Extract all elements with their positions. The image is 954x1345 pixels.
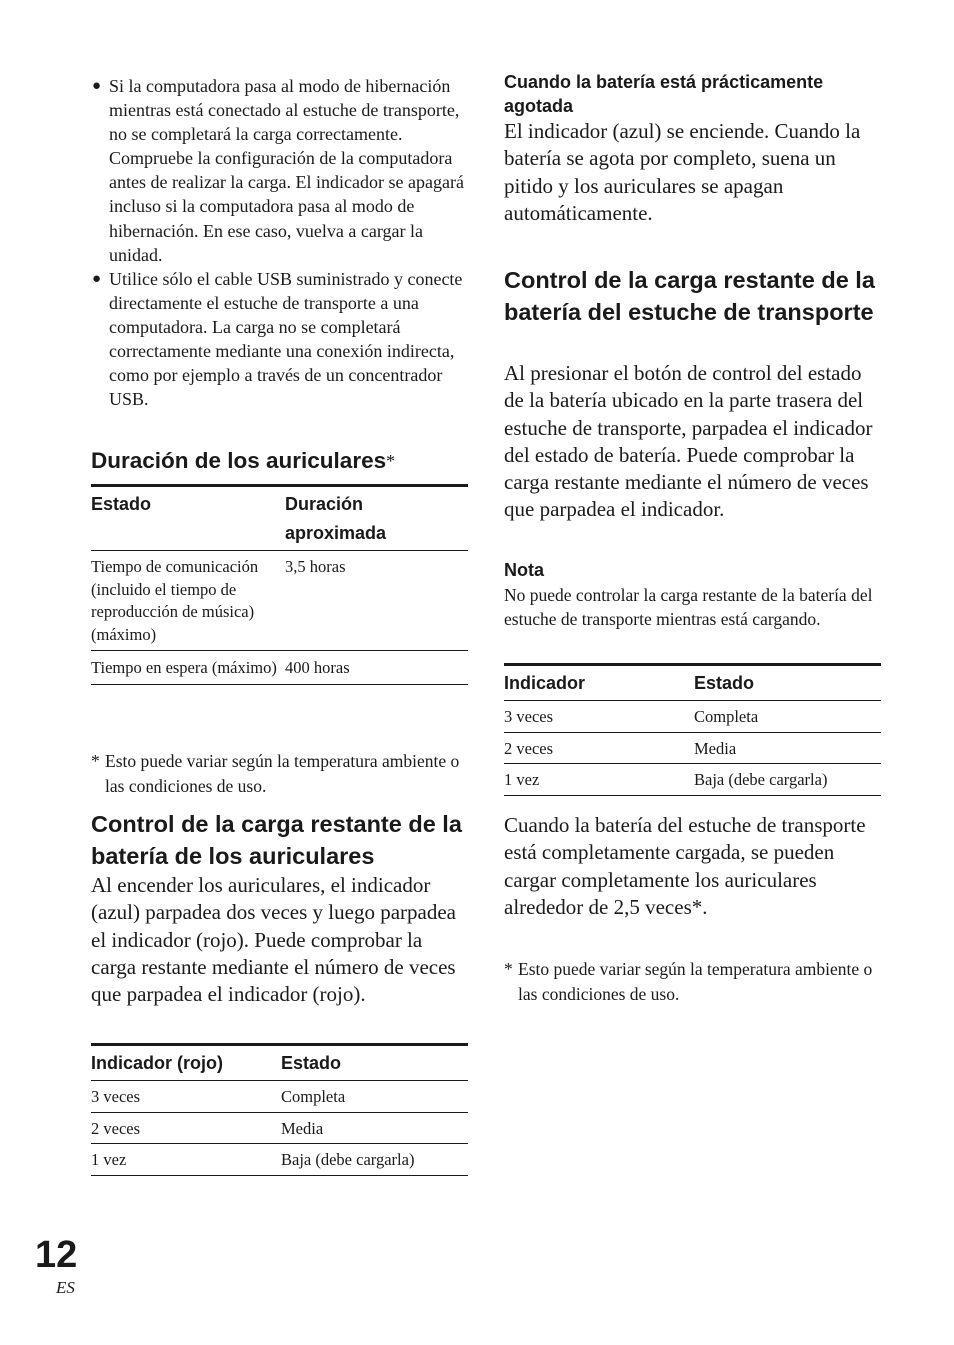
bullet-icon: ● xyxy=(92,78,102,94)
table-cell: 2 veces xyxy=(91,1112,281,1144)
headphones-body: Al encender los auriculares, el indicador (azul) parpadea dos veces y luego parpadea el indicador (rojo). Puede comprobar la carga restante mediante el número de veces que parpadea el indicador (rojo). xyxy=(91,873,456,1007)
bullet-icon: ● xyxy=(92,270,102,287)
table-cell: Baja (debe cargarla) xyxy=(694,764,881,796)
table-header-row xyxy=(91,486,468,551)
low-battery-heading: Cuando la batería está prácticamente agotada xyxy=(504,72,824,116)
bullet-list xyxy=(91,74,468,411)
table-header-row xyxy=(504,665,881,701)
duration-table xyxy=(91,484,468,685)
note-heading: Nota xyxy=(504,560,544,580)
table-row xyxy=(504,764,881,796)
language-code: ES xyxy=(56,1278,75,1297)
table-row xyxy=(91,1112,468,1144)
duration-footnote xyxy=(91,749,468,798)
table-cell: 400 horas xyxy=(285,651,468,685)
table-cell: 1 vez xyxy=(504,764,694,796)
case-body: Al presionar el botón de control del estado de la batería ubicado en la parte trasera del estuche de transporte, parpadea el indicador del estado de batería. Puede comprobar la carga restante mediante el número de veces que parpadea el indicador. xyxy=(504,361,873,522)
column-header: Estado xyxy=(281,1045,468,1081)
full-charge-footnote xyxy=(504,957,881,1006)
headphones-heading: Control de la carga restante de la batería de los auriculares xyxy=(91,811,462,869)
table-cell: 3 veces xyxy=(504,701,694,733)
list-item xyxy=(91,74,468,267)
table-cell: Completa xyxy=(694,701,881,733)
table-header-row xyxy=(91,1045,468,1081)
table-cell: Media xyxy=(281,1112,468,1144)
footnote-mark: * xyxy=(91,751,100,771)
duration-heading xyxy=(91,446,468,476)
table-cell: 2 veces xyxy=(504,732,694,764)
note-body: No puede controlar la carga restante de la batería del estuche de transporte mientras está cargando. xyxy=(504,585,873,629)
table-cell: Completa xyxy=(281,1081,468,1113)
footnote-text: Esto puede variar según la temperatura ambiente o las condiciones de uso. xyxy=(105,751,460,796)
table-cell: 3,5 horas xyxy=(285,551,468,651)
table-row xyxy=(91,551,468,651)
column-header: Estado xyxy=(91,486,285,551)
list-item xyxy=(91,267,468,412)
page-number: 12 xyxy=(35,1234,78,1276)
table-cell: Tiempo en espera (máximo) xyxy=(91,651,285,685)
bullet-text: Si la computadora pasa al modo de hibernación mientras está conectado al estuche de transporte, no se completará la carga correctamente. Compruebe la configuración de la computadora antes de realizar la carga. El indicador se apagará incluso si la computadora pasa al modo de hibernación. En ese caso, vuelva a cargar la unidad. xyxy=(109,76,464,265)
column-header: Indicador (rojo) xyxy=(91,1045,281,1081)
column-header: Estado xyxy=(694,665,881,701)
table-cell: Media xyxy=(694,732,881,764)
duration-heading-text: Duración de los auriculares xyxy=(91,448,387,473)
table-row xyxy=(504,732,881,764)
column-header: Indicador xyxy=(504,665,694,701)
footnote-mark: * xyxy=(504,959,513,979)
table-cell: Baja (debe cargarla) xyxy=(281,1144,468,1176)
table-row xyxy=(91,651,468,685)
footnote-text: Esto puede variar según la temperatura ambiente o las condiciones de uso. xyxy=(518,959,873,1004)
column-header: Duración aproximada xyxy=(285,486,468,551)
table-row xyxy=(504,701,881,733)
table-cell: Tiempo de comunicación (incluido el tiempo de reproducción de música) (máximo) xyxy=(91,551,285,651)
case-heading: Control de la carga restante de la batería del estuche de transporte xyxy=(504,267,875,325)
table-cell: 3 veces xyxy=(91,1081,281,1113)
low-battery-body: El indicador (azul) se enciende. Cuando la batería se agota por completo, suena un pitido y los auriculares se apagan automáticamente. xyxy=(504,119,861,225)
table-row xyxy=(91,1144,468,1176)
full-charge-body: Cuando la batería del estuche de transporte está completamente cargada, se pueden cargar completamente los auriculares alrededor de 2,5 veces*. xyxy=(504,813,866,919)
case-table xyxy=(504,663,881,796)
table-cell: 1 vez xyxy=(91,1144,281,1176)
bullet-text: Utilice sólo el cable USB suministrado y conecte directamente el estuche de transporte a una computadora. La carga no se completará correctamente mediante una conexión indirecta, como por ejemplo a través de un concentrador USB. xyxy=(109,268,463,410)
headphones-table xyxy=(91,1043,468,1176)
table-row xyxy=(91,1081,468,1113)
duration-heading-mark: * xyxy=(386,451,396,471)
